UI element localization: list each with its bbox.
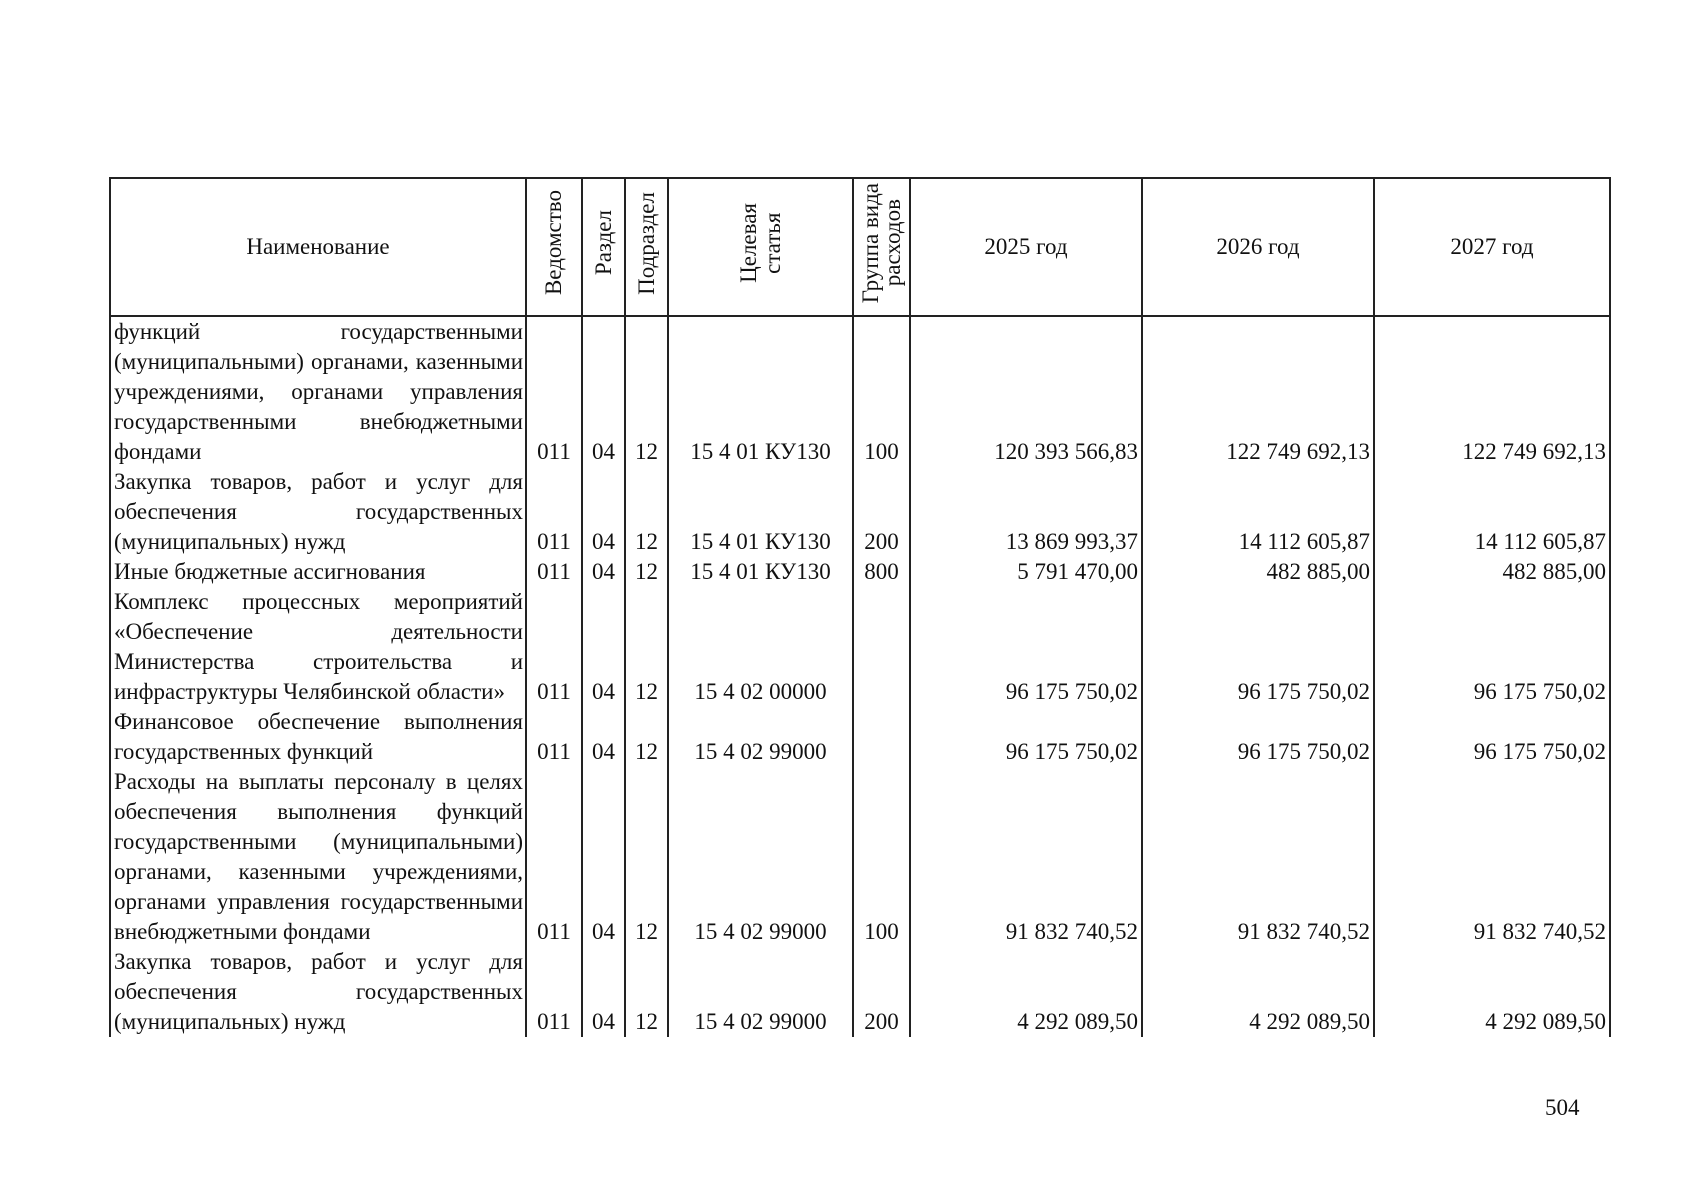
header-name: Наименование [110,178,526,316]
row-name: Финансовое обеспечение выполнения государственных функций [110,707,526,767]
row-name: Иные бюджетные ассигнования [110,557,526,587]
table-row [110,587,1610,707]
budget-table [109,177,1611,1037]
row-podrazdel: 12 [625,316,668,467]
row-gruppa [853,707,910,767]
row-razdel: 04 [582,316,625,467]
header-year-2025: 2025 год [910,178,1142,316]
row-podrazdel: 12 [625,587,668,707]
row-amount-2025: 5 791 470,00 [910,557,1142,587]
row-name: Закупка товаров, работ и услуг для обеспечения государственных (муниципальных) нужд [110,947,526,1037]
table-row [110,467,1610,557]
row-amount-2026: 96 175 750,02 [1142,707,1374,767]
header-celevaya-statya: Целевая статья [668,178,853,316]
row-gruppa: 200 [853,467,910,557]
table-row [110,767,1610,947]
row-gruppa: 100 [853,316,910,467]
row-amount-2026: 122 749 692,13 [1142,316,1374,467]
row-vedomstvo: 011 [526,707,582,767]
row-amount-2026: 4 292 089,50 [1142,947,1374,1037]
row-podrazdel: 12 [625,947,668,1037]
row-amount-2027: 482 885,00 [1374,557,1610,587]
row-amount-2026: 14 112 605,87 [1142,467,1374,557]
row-amount-2025: 4 292 089,50 [910,947,1142,1037]
row-vedomstvo: 011 [526,587,582,707]
row-amount-2027: 91 832 740,52 [1374,767,1610,947]
table-body [110,316,1610,1037]
row-amount-2027: 122 749 692,13 [1374,316,1610,467]
row-gruppa: 800 [853,557,910,587]
header-gruppa-vida-rashodov: Группа вида расходов [853,178,910,316]
row-amount-2027: 14 112 605,87 [1374,467,1610,557]
row-razdel: 04 [582,947,625,1037]
row-razdel: 04 [582,557,625,587]
row-podrazdel: 12 [625,767,668,947]
row-razdel: 04 [582,767,625,947]
row-celevaya-statya: 15 4 01 КУ130 [668,467,853,557]
header-podrazdel: Подраздел [625,178,668,316]
row-vedomstvo: 011 [526,316,582,467]
row-vedomstvo: 011 [526,947,582,1037]
row-razdel: 04 [582,467,625,557]
row-name: Комплекс процессных мероприятий «Обеспечение деятельности Министерства строительства и инфраструктуры Челябинской области» [110,587,526,707]
row-amount-2026: 482 885,00 [1142,557,1374,587]
row-amount-2027: 96 175 750,02 [1374,707,1610,767]
row-vedomstvo: 011 [526,557,582,587]
row-razdel: 04 [582,587,625,707]
table-row [110,316,1610,467]
row-podrazdel: 12 [625,707,668,767]
row-gruppa: 100 [853,767,910,947]
table-row [110,947,1610,1037]
row-podrazdel: 12 [625,557,668,587]
header-razdel: Раздел [582,178,625,316]
row-amount-2025: 96 175 750,02 [910,587,1142,707]
row-vedomstvo: 011 [526,767,582,947]
row-razdel: 04 [582,707,625,767]
row-celevaya-statya: 15 4 02 99000 [668,947,853,1037]
row-celevaya-statya: 15 4 02 00000 [668,587,853,707]
header-vedomstvo: Ведомство [526,178,582,316]
header-year-2026: 2026 год [1142,178,1374,316]
table-row [110,557,1610,587]
table-row [110,707,1610,767]
row-celevaya-statya: 15 4 02 99000 [668,767,853,947]
row-celevaya-statya: 15 4 01 КУ130 [668,557,853,587]
row-amount-2026: 96 175 750,02 [1142,587,1374,707]
row-gruppa: 200 [853,947,910,1037]
row-name: Закупка товаров, работ и услуг для обеспечения государственных (муниципальных) нужд [110,467,526,557]
row-vedomstvo: 011 [526,467,582,557]
page-number: 504 [1545,1095,1580,1120]
row-gruppa [853,587,910,707]
table-header [110,178,1610,316]
row-amount-2026: 91 832 740,52 [1142,767,1374,947]
row-amount-2025: 96 175 750,02 [910,707,1142,767]
row-amount-2025: 13 869 993,37 [910,467,1142,557]
row-name: Расходы на выплаты персоналу в целях обеспечения выполнения функций государственными (муниципальными) органами, казенными учреждениями, органами управления государственными внебюджетными фондами [110,767,526,947]
row-celevaya-statya: 15 4 02 99000 [668,707,853,767]
row-amount-2027: 4 292 089,50 [1374,947,1610,1037]
row-podrazdel: 12 [625,467,668,557]
row-celevaya-statya: 15 4 01 КУ130 [668,316,853,467]
header-year-2027: 2027 год [1374,178,1610,316]
row-amount-2025: 91 832 740,52 [910,767,1142,947]
row-amount-2025: 120 393 566,83 [910,316,1142,467]
row-amount-2027: 96 175 750,02 [1374,587,1610,707]
row-name: функций государственными (муниципальными) органами, казенными учреждениями, органами управления государственными внебюджетными фондами [110,316,526,467]
